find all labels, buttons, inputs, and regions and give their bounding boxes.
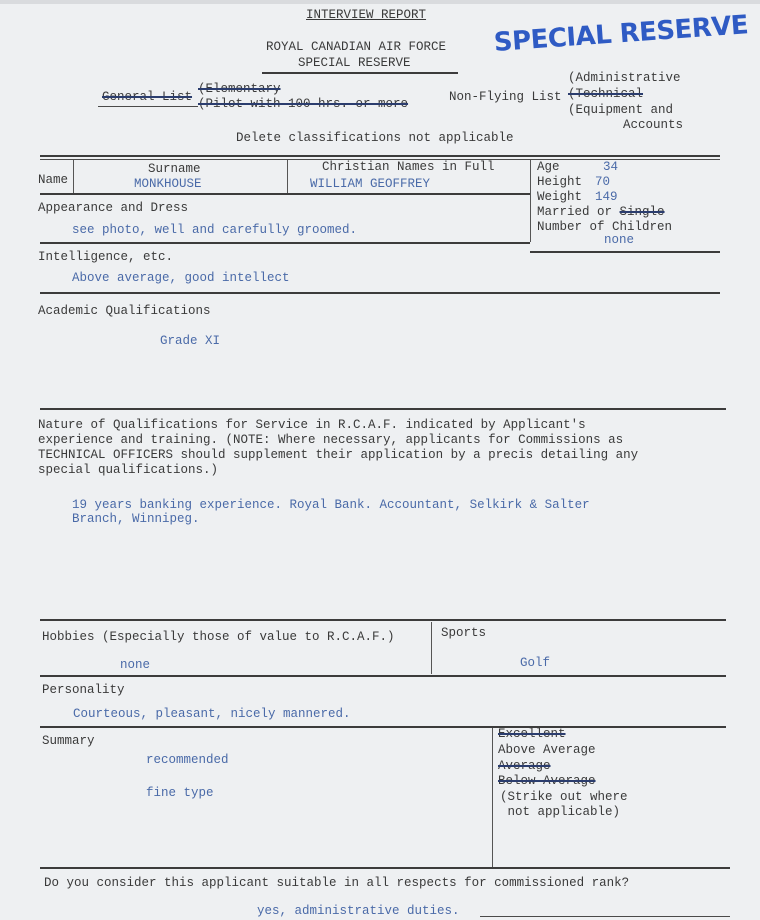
married-status	[537, 205, 665, 219]
academic-value: Grade XI	[160, 334, 221, 348]
children-label: Number of Children	[537, 220, 673, 234]
surname-value: MONKHOUSE	[134, 177, 202, 191]
rule-academic	[40, 408, 726, 410]
surname-label: Surname	[148, 162, 201, 176]
header-rule	[262, 72, 458, 74]
rule-nature	[40, 619, 726, 621]
name-label: Name	[38, 173, 69, 187]
special-reserve-stamp: SPECIAL RESERVE	[492, 10, 750, 58]
general-list-label: General List	[102, 90, 193, 104]
non-flying-option-technical: (Technical	[568, 87, 644, 101]
sports-value: Golf	[520, 656, 551, 670]
divider-personal	[530, 160, 531, 242]
rule-hobbies	[40, 675, 726, 677]
rule-personal-bottom	[530, 251, 720, 253]
rule-top-identity	[40, 155, 720, 157]
age-value: 34	[603, 160, 619, 174]
rule-intelligence	[40, 292, 720, 294]
nature-value-line1: 19 years banking experience. Royal Bank. Accountant, Selkirk & Salter	[72, 498, 590, 512]
weight-value: 149	[595, 190, 618, 204]
intelligence-label: Intelligence, etc.	[38, 250, 174, 264]
rating-below-average: Below Average	[498, 774, 596, 788]
hobbies-value: none	[120, 658, 151, 672]
height-value: 70	[595, 175, 611, 189]
appearance-value: see photo, well and carefully groomed.	[72, 223, 358, 237]
height-label: Height	[537, 175, 583, 189]
hobbies-label: Hobbies (Especially those of value to R.C.A.F.)	[42, 630, 395, 644]
nature-label-line3: TECHNICAL OFFICERS should supplement their application by a precis detailing any	[38, 448, 639, 462]
suitability-question: Do you consider this applicant suitable in all respects for commissioned rank?	[44, 876, 630, 890]
single-label: Single	[619, 205, 665, 219]
rating-note-line2: not applicable)	[500, 805, 621, 819]
nature-label-line1: Nature of Qualifications for Service in R.C.A.F. indicated by Applicant's	[38, 418, 586, 432]
rule-personality	[40, 726, 726, 728]
non-flying-option-accounts: Accounts	[623, 118, 684, 132]
summary-value-fine-type: fine type	[146, 786, 214, 800]
non-flying-option-administrative: (Administrative	[568, 71, 681, 85]
rule-appearance	[40, 242, 530, 244]
non-flying-list-label: Non-Flying List	[449, 90, 562, 104]
rule-bottom	[480, 916, 730, 917]
instruction-text: Delete classifications not applicable	[236, 131, 514, 145]
suitability-answer: yes, administrative duties.	[257, 904, 460, 918]
divider-name	[73, 160, 74, 193]
age-label: Age	[537, 160, 560, 174]
divider-hobbies-sports	[431, 622, 432, 674]
rating-above-average: Above Average	[498, 743, 596, 757]
rating-average: Average	[498, 759, 551, 773]
rule-name-row	[40, 193, 530, 195]
personality-value: Courteous, pleasant, nicely mannered.	[73, 707, 351, 721]
sports-label: Sports	[441, 626, 487, 640]
rule-summary	[40, 867, 730, 869]
general-list-option-elementary: (Elementary	[198, 82, 281, 96]
divider-surname	[287, 160, 288, 193]
children-value: none	[604, 233, 635, 247]
married-label: Married or	[537, 205, 613, 219]
rating-note-line1: (Strike out where	[500, 790, 628, 804]
summary-label: Summary	[42, 734, 95, 748]
nature-label-line4: special qualifications.)	[38, 463, 219, 477]
christian-names-label: Christian Names in Full	[322, 160, 495, 174]
nature-value-line2: Branch, Winnipeg.	[72, 512, 200, 526]
christian-names-value: WILLIAM GEOFFREY	[310, 177, 431, 191]
summary-value-recommended: recommended	[146, 753, 229, 767]
rating-excellent: Excellent	[498, 727, 566, 741]
report-title: INTERVIEW REPORT	[306, 8, 427, 22]
intelligence-value: Above average, good intellect	[72, 271, 290, 285]
personality-label: Personality	[42, 683, 125, 697]
academic-label: Academic Qualifications	[38, 304, 211, 318]
general-list-option-pilot: (Pilot with 100 hrs. or more	[198, 97, 409, 111]
divider-summary	[492, 728, 493, 868]
org-name: ROYAL CANADIAN AIR FORCE	[266, 40, 447, 54]
non-flying-option-equipment: (Equipment and	[568, 103, 674, 117]
scan-edge	[0, 0, 760, 4]
org-subname: SPECIAL RESERVE	[298, 56, 411, 70]
nature-label-line2: experience and training. (NOTE: Where necessary, applicants for Commissions as	[38, 433, 624, 447]
weight-label: Weight	[537, 190, 583, 204]
appearance-label: Appearance and Dress	[38, 201, 189, 215]
general-list-underline	[98, 106, 198, 107]
